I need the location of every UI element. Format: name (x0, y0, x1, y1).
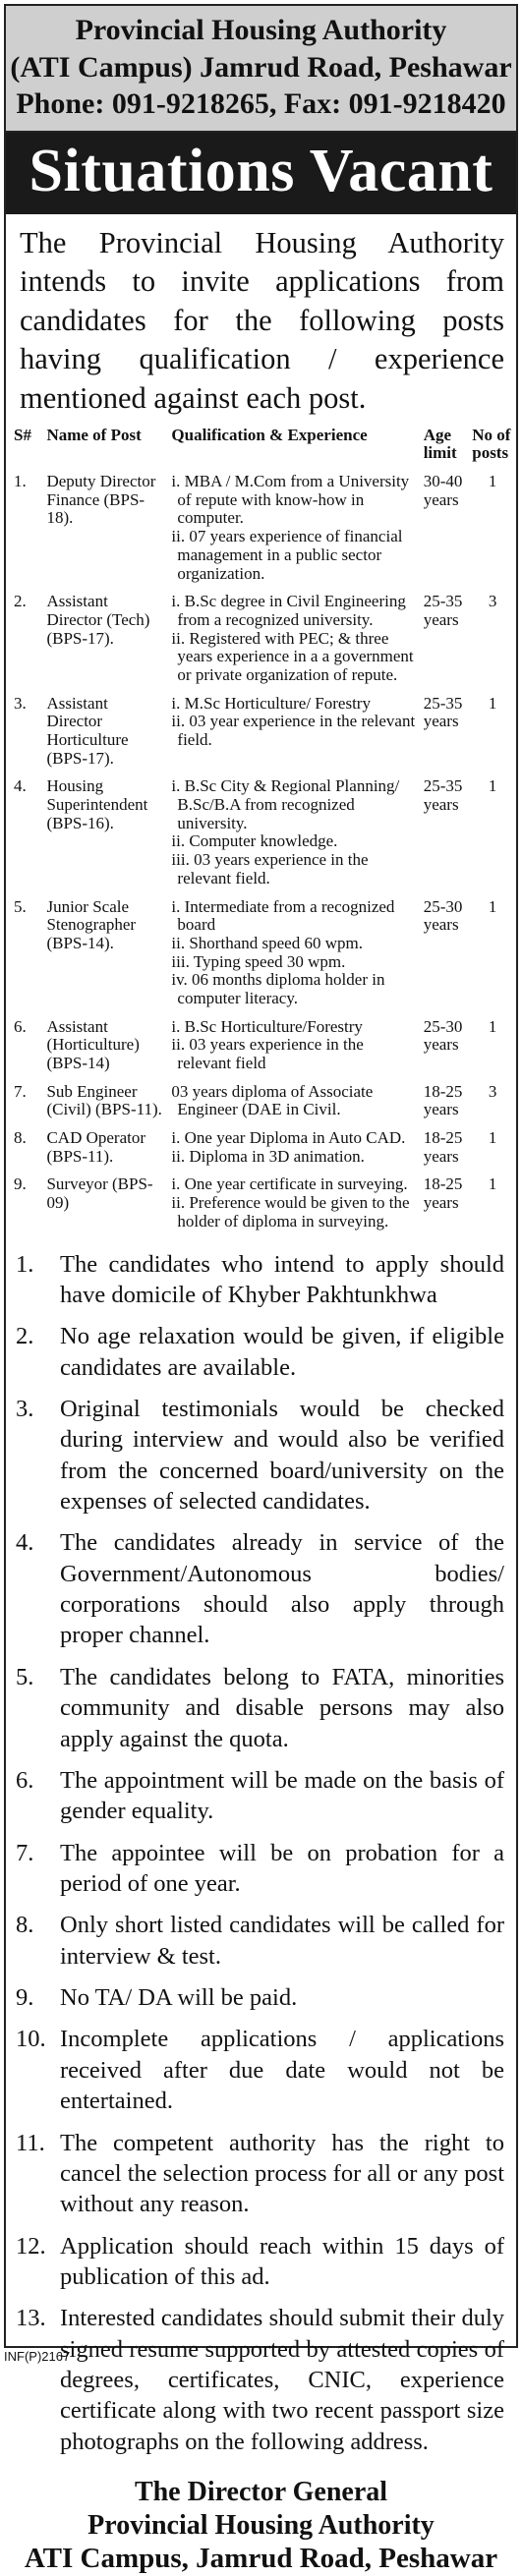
row-sn: 2. (14, 592, 27, 611)
note-number: 10. (16, 2026, 46, 2053)
row-no-of-posts: 1 (488, 1016, 497, 1036)
row-no-of-posts: 1 (488, 896, 497, 916)
row-sn: 5. (14, 896, 27, 916)
note-number: 12. (16, 2232, 46, 2260)
note-number: 1. (16, 1250, 34, 1278)
row-qualification (168, 1125, 420, 1172)
qualification-line: i. B.Sc City & Regional Planning/ B.Sc/B.A from recognized university. (171, 776, 400, 832)
row-post-name: Sub Engineer (Civil) (BPS-11). (46, 1081, 162, 1119)
header-name: Name of Post (46, 425, 142, 444)
row-qualification (168, 1079, 420, 1125)
row-qualification (168, 691, 420, 774)
note-text: The candidates who intend to apply should have domicile of Khyber Pakhtunkhwa (60, 1250, 504, 1308)
row-sn: 7. (14, 1081, 27, 1101)
header-age: Age limit (423, 425, 457, 463)
row-qualification (168, 469, 420, 589)
qualification-line: ii. 07 years experience of financial management in a public sector organization. (171, 527, 403, 583)
qualification-line: ii. 03 year experience in the relevant field. (171, 712, 416, 750)
qualification-line: i. MBA / M.Com from a University of repute with know-how in computer. (171, 472, 410, 528)
header-sn: S# (14, 425, 31, 444)
table-row (6, 1125, 516, 1172)
list-item (16, 1838, 504, 1900)
row-no-of-posts: 3 (488, 592, 497, 611)
row-age-limit: 25-35 years (423, 776, 463, 815)
note-text: Interested candidates should submit their duly signed resume supported by attested copies of degrees, certificates, CNIC, experience certificate along with two recent passport size photographs on the following address. (60, 2305, 504, 2455)
note-number: 4. (16, 1529, 34, 1557)
qualification-line: iv. 06 months diploma holder in computer literacy. (171, 970, 385, 1007)
qualification-line: i. Intermediate from a recognized board (171, 896, 395, 935)
note-number: 5. (16, 1663, 34, 1690)
table-row (6, 1014, 516, 1079)
list-item (16, 1527, 504, 1650)
row-age-limit: 25-30 years (423, 896, 463, 935)
row-post-name: Deputy Director Finance (BPS-18). (46, 472, 156, 528)
qualification-line: iii. Typing speed 30 wpm. (171, 951, 346, 971)
row-sn: 1. (14, 472, 27, 491)
table-row (6, 1079, 516, 1125)
row-post-name: Assistant (Horticulture) (BPS-14) (46, 1016, 140, 1073)
header-qual: Qualification & Experience (171, 425, 368, 444)
list-item (16, 2024, 504, 2116)
row-sn: 9. (14, 1174, 27, 1194)
list-item (16, 1662, 504, 1754)
note-number: 6. (16, 1766, 34, 1794)
qualification-line: i. B.Sc degree in Civil Engineering from a recognized university. (171, 592, 406, 629)
qualification-line: i. One year Diploma in Auto CAD. (171, 1128, 406, 1148)
note-number: 3. (16, 1395, 34, 1422)
row-age-limit: 30-40 years (423, 472, 463, 509)
row-qualification (168, 1172, 420, 1236)
list-item (16, 1910, 504, 1972)
note-text: No TA/ DA will be paid. (60, 1984, 298, 2012)
row-qualification (168, 1014, 420, 1079)
note-number: 9. (16, 1984, 34, 2012)
qualification-line: ii. Diploma in 3D animation. (171, 1146, 365, 1166)
page-title: Situations Vacant (6, 133, 516, 214)
org-name: Provincial Housing Authority (75, 14, 447, 46)
list-item (16, 1982, 504, 2013)
row-post-name: Housing Superintendent (BPS-16). (46, 776, 148, 832)
row-qualification (168, 773, 420, 893)
note-text: Incomplete applications / applications received after due date would not be entertained. (60, 2026, 504, 2115)
row-sn: 8. (14, 1128, 27, 1148)
footer-title: The Director General (134, 2477, 388, 2508)
row-no-of-posts: 1 (488, 472, 497, 491)
org-address: (ATI Campus) Jamrud Road, Peshawar (10, 50, 512, 84)
row-no-of-posts: 1 (488, 776, 497, 796)
row-age-limit: 25-35 years (423, 693, 463, 731)
row-age-limit: 18-25 years (423, 1174, 463, 1213)
note-text: The candidates already in service of the Government/Autonomous bodies/ corporations should also apply through proper channel. (60, 1529, 504, 1649)
qualification-line: i. B.Sc Horticulture/Forestry (171, 1016, 363, 1036)
list-item (16, 2303, 504, 2457)
list-item (16, 1249, 504, 1311)
qualification-line: ii. Computer knowledge. (171, 831, 338, 851)
header (6, 6, 516, 133)
note-number: 7. (16, 1839, 34, 1866)
list-item (16, 2231, 504, 2293)
row-sn: 4. (14, 776, 27, 796)
list-item (16, 1321, 504, 1383)
reference-code: INF(P)2167 (4, 2349, 71, 2364)
note-text: The competent authority has the right to cancel the selection process for all or any post without any reason. (60, 2129, 504, 2218)
note-text: No age relaxation would be given, if eligible candidates are available. (60, 1323, 504, 1381)
row-post-name: CAD Operator (BPS-11). (46, 1128, 146, 1166)
qualification-line: ii. Registered with PEC; & three years experience in a a government or private organization of repute. (171, 628, 414, 684)
row-age-limit: 18-25 years (423, 1128, 463, 1166)
qualification-line: iii. 03 years experience in the relevant field. (171, 850, 369, 887)
row-post-name: Assistant Director (Tech) (BPS-17). (46, 592, 150, 648)
qualification-line: ii. 03 years experience in the relevant field (171, 1035, 364, 1073)
qualification-line: ii. Preference would be given to the holder of diploma in surveying. (171, 1193, 410, 1231)
table-row (6, 469, 516, 589)
row-age-limit: 25-30 years (423, 1016, 463, 1055)
row-sn: 3. (14, 693, 27, 713)
table-row (6, 589, 516, 690)
note-text: Original testimonials would be checked during interview and would also be verified from the concerned board/university on the expenses of selected candidates. (60, 1395, 504, 1516)
row-no-of-posts: 1 (488, 1174, 497, 1194)
row-post-name: Junior Scale Stenographer (BPS-14). (46, 896, 137, 952)
qualification-line: 03 years diploma of Associate Engineer (DAE in Civil. (171, 1081, 374, 1119)
header-no: No of posts (472, 425, 511, 463)
qualification-line: i. M.Sc Horticulture/ Forestry (171, 693, 371, 713)
footer-org: Provincial Housing Authority (87, 2509, 435, 2541)
footer-address-line: ATI Campus, Jamrud Road, Peshawar (24, 2543, 498, 2575)
note-number: 11. (16, 2129, 45, 2156)
table-row (6, 691, 516, 774)
table-header-row (6, 427, 516, 469)
row-post-name: Surveyor (BPS-09) (46, 1174, 153, 1213)
row-no-of-posts: 3 (488, 1081, 497, 1101)
list-item (16, 1394, 504, 1517)
row-no-of-posts: 1 (488, 1128, 497, 1148)
row-age-limit: 18-25 years (423, 1081, 463, 1119)
note-text: Only short listed candidates will be called for interview & test. (60, 1912, 504, 1970)
note-number: 13. (16, 2305, 46, 2332)
table-row (6, 1172, 516, 1236)
note-number: 8. (16, 1912, 34, 1939)
note-text: The appointee will be on probation for a period of one year. (60, 1839, 504, 1897)
note-number: 2. (16, 1323, 34, 1350)
list-item (16, 1765, 504, 1827)
row-no-of-posts: 1 (488, 693, 497, 713)
org-contact: Phone: 091-9218265, Fax: 091-9218420 (16, 87, 506, 120)
notes-list (6, 1237, 516, 2458)
note-text: The appointment will be made on the basis of gender equality. (60, 1766, 504, 1825)
table-row (6, 773, 516, 893)
qualification-line: ii. Shorthand speed 60 wpm. (171, 933, 363, 952)
note-text: Application should reach within 15 days of publication of this ad. (60, 2232, 504, 2290)
row-qualification (168, 894, 420, 1014)
note-text: The candidates belong to FATA, minorities community and disable persons may also apply against the quota. (60, 1663, 504, 1752)
row-sn: 6. (14, 1016, 27, 1036)
qualification-line: i. One year certificate in surveying. (171, 1174, 408, 1194)
table-row (6, 894, 516, 1014)
list-item (16, 2128, 504, 2220)
intro-paragraph: The Provincial Housing Authority intends to invite applications from candidates for the following posts having qualification / experience mentioned against each post. (20, 225, 504, 416)
footer-address (6, 2468, 516, 2576)
row-age-limit: 25-35 years (423, 592, 463, 629)
row-post-name: Assistant Director Horticulture (BPS-17). (46, 693, 129, 768)
row-qualification (168, 589, 420, 690)
posts-table (6, 427, 516, 1237)
